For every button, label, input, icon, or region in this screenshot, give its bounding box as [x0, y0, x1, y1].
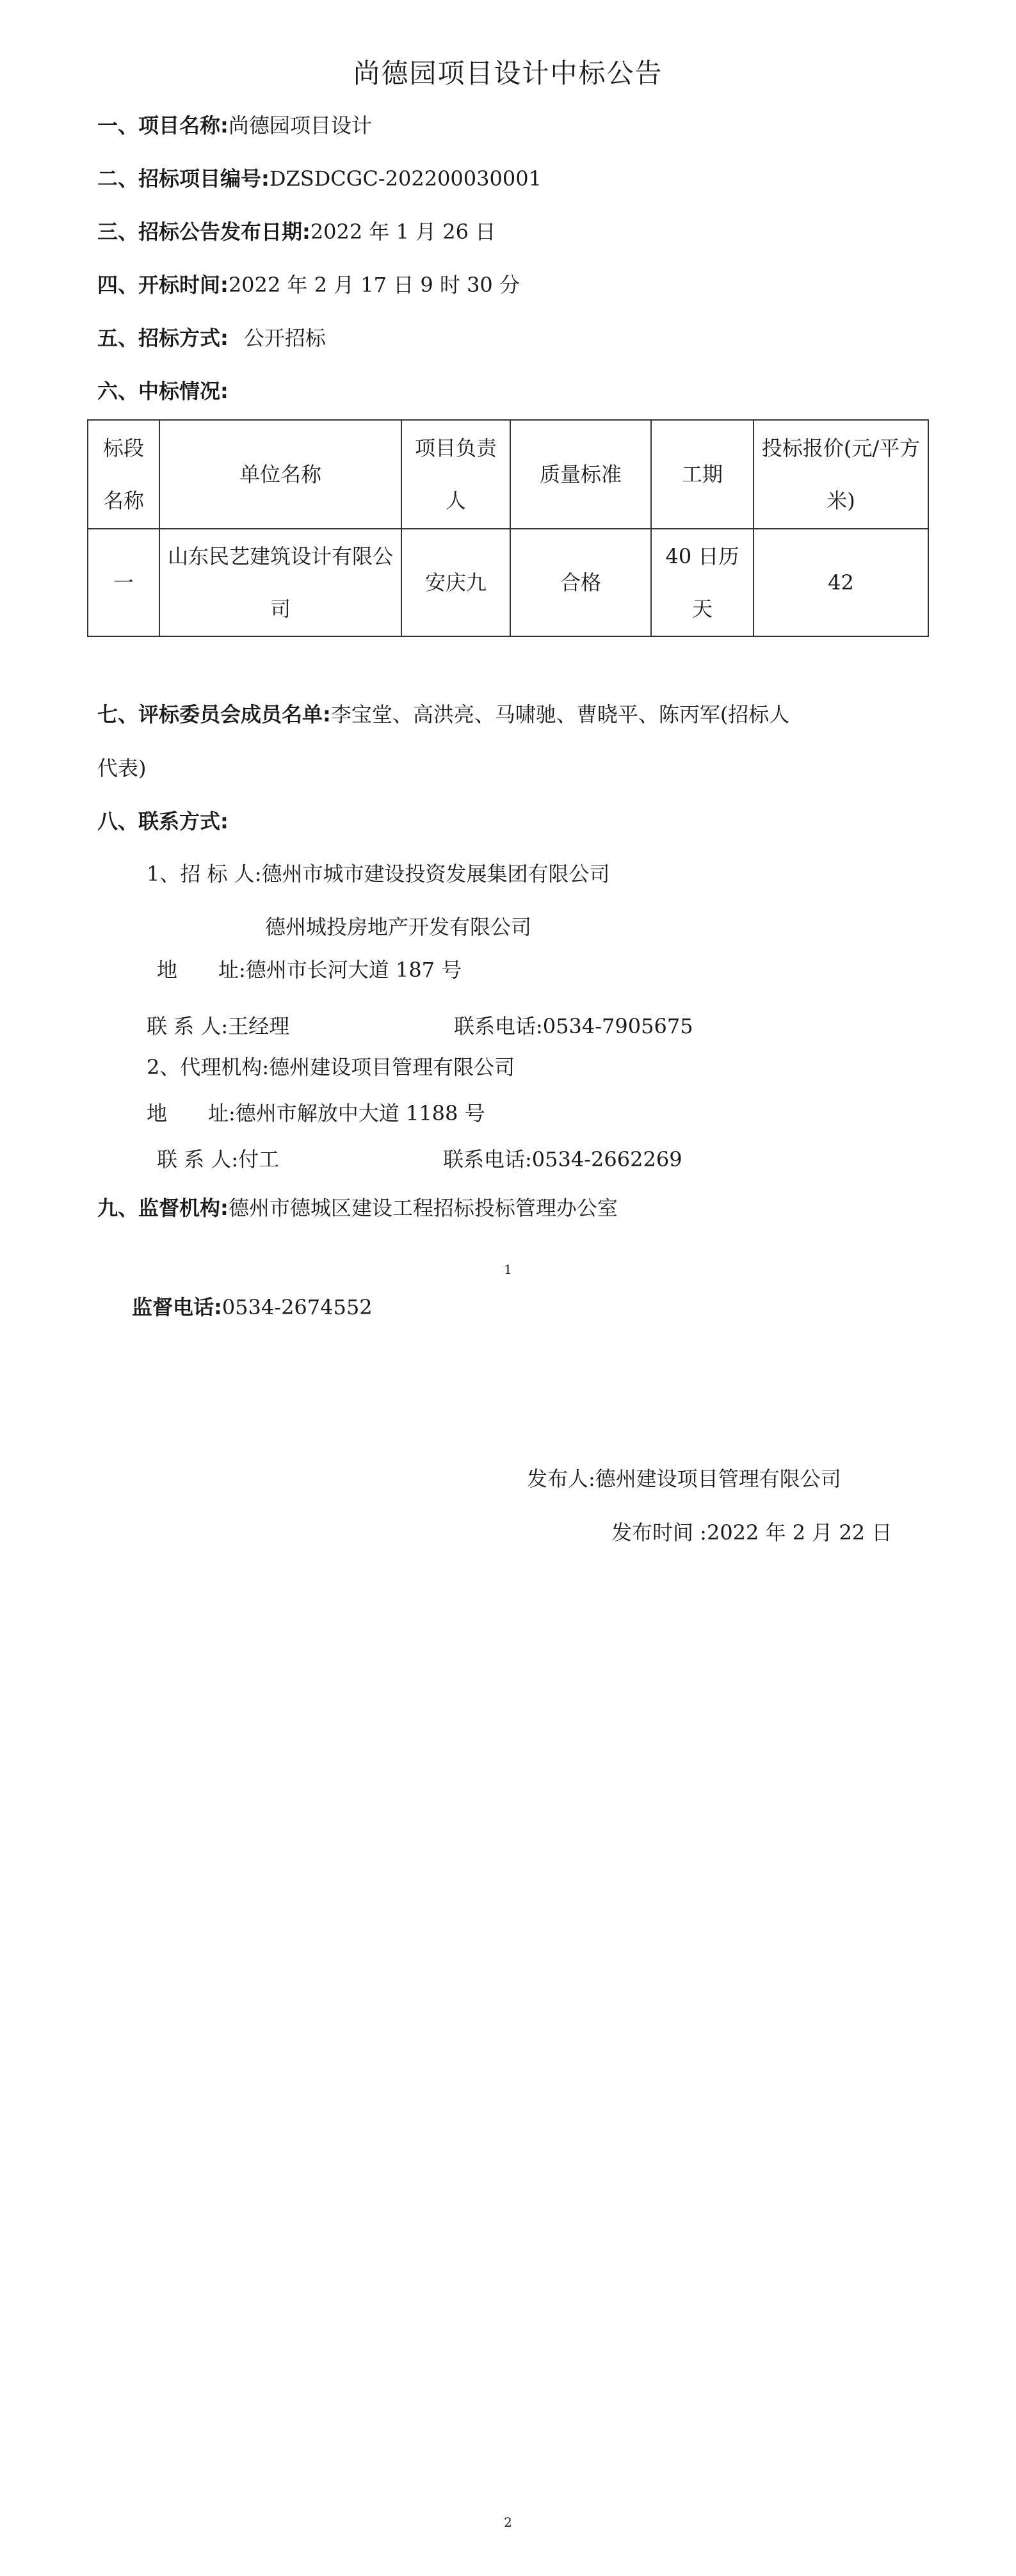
- tenderer-contact: 联 系 人:王经理: [147, 1014, 290, 1038]
- publish-date-label: 三、招标公告发布日期:: [97, 220, 310, 244]
- project-no-label: 二、招标项目编号:: [97, 166, 270, 191]
- supervisor-phone-value: 0534-2674552: [222, 1295, 373, 1319]
- table-header-cell: 投标报价(元/平方米): [754, 420, 928, 529]
- supervisor-phone-row: [132, 1294, 373, 1320]
- tenderer-line: 1、招 标 人:德州市城市建设投资发展集团有限公司: [147, 862, 610, 886]
- result-label: 六、中标情况:: [97, 379, 229, 403]
- project-name-label: 一、项目名称:: [97, 113, 229, 138]
- contact-row: [97, 809, 229, 834]
- page-title: 尚德园项目设计中标公告: [353, 58, 663, 89]
- project-no-row: [97, 166, 542, 191]
- agent-contact: 联 系 人:付工: [157, 1147, 280, 1171]
- table-header-cell: 项目负责人: [401, 420, 510, 529]
- supervisor-value: 德州市德城区建设工程招标投标管理办公室: [228, 1196, 618, 1220]
- tenderer-phone: 联系电话:0534-7905675: [454, 1014, 693, 1038]
- supervisor-label: 九、监督机构:: [97, 1196, 229, 1220]
- publish-date-row: [97, 219, 496, 245]
- committee-row: [97, 702, 789, 727]
- table-header-row: [88, 420, 928, 529]
- tenderer-line-2: 德州城投房地产开发有限公司: [265, 915, 532, 939]
- table-row: [88, 529, 928, 636]
- committee-value-continued: 代表): [97, 756, 147, 780]
- table-cell: 山东民艺建筑设计有限公司: [159, 529, 401, 636]
- agent-address: 地 址:德州市解放中大道 1188 号: [147, 1101, 485, 1125]
- contact-label: 八、联系方式:: [97, 809, 229, 833]
- project-name-row: [97, 113, 372, 138]
- table-cell: 一: [88, 529, 159, 636]
- table-cell: 40 日历天: [651, 529, 754, 636]
- table-header-cell: 质量标准: [510, 420, 651, 529]
- committee-row-continued: [97, 755, 147, 781]
- agent-line: 2、代理机构:德州建设项目管理有限公司: [147, 1055, 515, 1079]
- supervisor-phone-label: 监督电话:: [132, 1295, 222, 1319]
- method-row: [97, 325, 326, 351]
- result-table: [87, 419, 929, 637]
- method-label: 五、招标方式:: [97, 326, 229, 350]
- publish-date: 发布时间 :2022 年 2 月 22 日: [611, 1520, 892, 1545]
- opening-time-row: [97, 272, 520, 298]
- page-number: 2: [504, 2515, 512, 2530]
- opening-time-label: 四、开标时间:: [97, 273, 229, 297]
- result-row: [97, 378, 229, 404]
- table-header-cell: 单位名称: [159, 420, 401, 529]
- publish-date-value: 2022 年 1 月 26 日: [310, 220, 496, 244]
- supervisor-row: [97, 1195, 618, 1221]
- page-number: 1: [504, 1262, 512, 1277]
- opening-time-value: 2022 年 2 月 17 日 9 时 30 分: [228, 273, 520, 297]
- committee-value: 李宝堂、高洪亮、马啸驰、曹晓平、陈丙军(招标人: [330, 702, 790, 727]
- table-header-cell: 标段名称: [88, 420, 159, 529]
- table-cell: 42: [754, 529, 928, 636]
- table-cell: 合格: [510, 529, 651, 636]
- tenderer-address: 地 址:德州市长河大道 187 号: [157, 958, 462, 982]
- table-header-cell: 工期: [651, 420, 754, 529]
- publisher-name: 发布人:德州建设项目管理有限公司: [527, 1467, 841, 1491]
- project-name-value: 尚德园项目设计: [228, 113, 372, 138]
- agent-phone: 联系电话:0534-2662269: [443, 1147, 682, 1171]
- committee-label: 七、评标委员会成员名单:: [97, 702, 331, 727]
- method-value: 公开招标: [243, 326, 326, 350]
- table-cell: 安庆九: [401, 529, 510, 636]
- project-no-value: DZSDCGC-202200030001: [269, 166, 542, 191]
